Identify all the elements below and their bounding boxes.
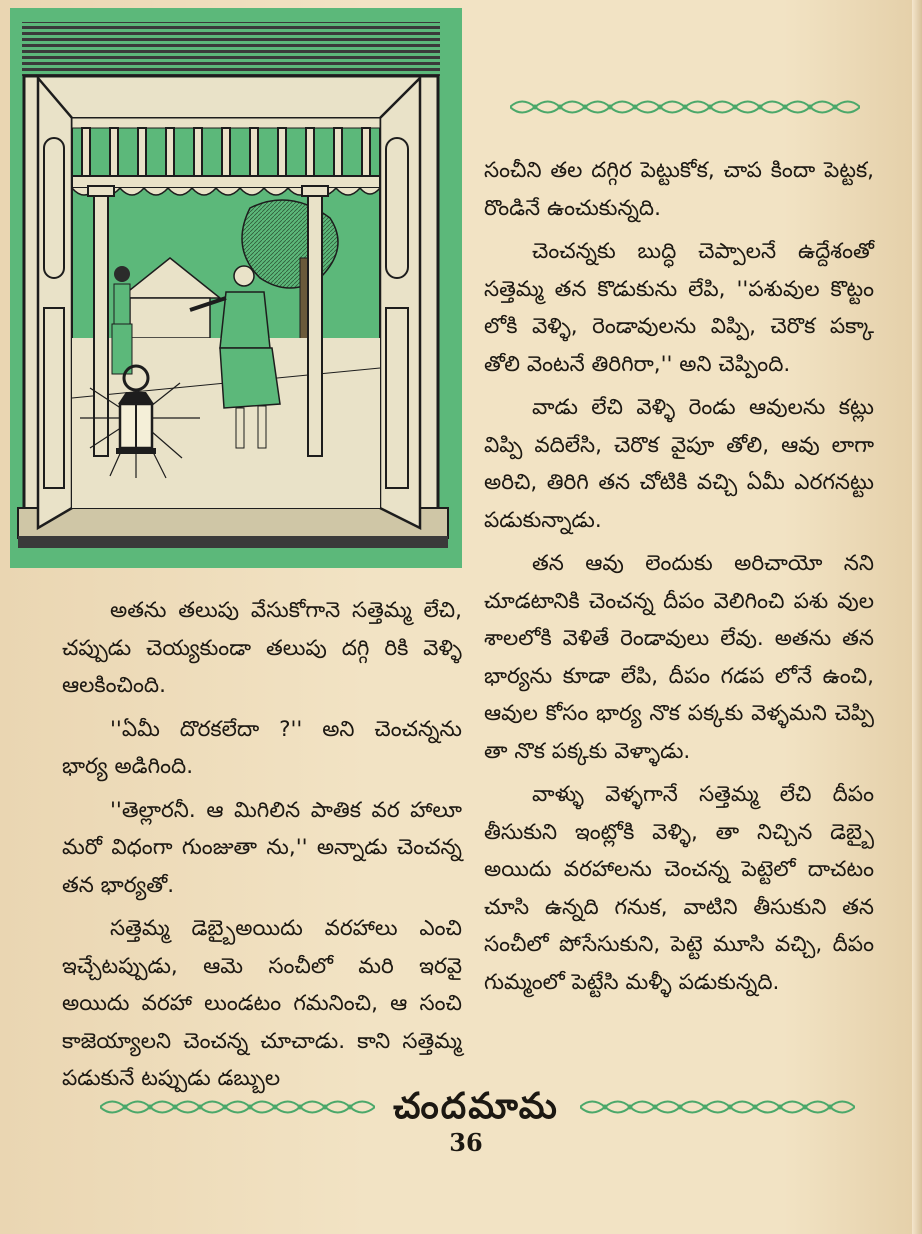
page-edge-shadow [912,0,922,1234]
paragraph: తన ఆవు లెందుకు అరిచాయో నని చూడటానికి చెంచన్న దీపం వెలిగించి పశు వుల శాలలోకి వెళితే రెండావులు లేవు. అతను తన భార్యను కూడా లేపి, దీపం గడప లోనే ఉంచి, ఆవుల కోసం భార్య నొక పక్కకు వెళ్ళమని చెప్పి తా నొక పక్కకు వెళ్ళాడు. [484,551,874,764]
text-column-right [484,152,874,1001]
ornament-border-bottom-left [100,1096,375,1118]
paragraph: సంచీని తల దగ్గిర పెట్టుకోక, చాప కిందా పెట్టక, రొండినే ఉంచుకున్నది. [484,158,874,221]
paragraph: వాళ్ళు వెళ్ళగానే సత్తెమ్మ లేచి దీపం తీసుకుని ఇంట్లోకి వెళ్ళి, తా నిచ్చిన డెబ్బై అయిదు వరహాలను చెంచన్న పెట్టెలో దాచటం చూసి ఉన్నది గనుక, వాటిని తీసుకుని తన సంచీలో పోసేసుకుని, పెట్టె మూసి వచ్చి, దీపం గుమ్మంలో పెట్టేసి మళ్ళీ పడుకున్నది. [484,782,874,995]
magazine-title: చందమామ [393,1086,559,1127]
ornament-border-bottom-right [580,1096,855,1118]
paragraph: ''ఏమీ దొరకలేదా ?'' అని చెంచన్నను భార్య అడిగింది. [62,716,462,779]
paragraph: అతను తలుపు వేసుకోగానె సత్తెమ్మ లేచి, చప్పుడు చెయ్యకుండా తలుపు దగ్గి రికి వెళ్ళి ఆలకించింది. [62,598,462,698]
story-illustration [10,8,462,568]
paragraph: వాడు లేచి వెళ్ళి రెండు ఆవులను కట్లు విప్పి వదిలేసి, చెరొక వైపూ తోలి, ఆవు లాగా అరిచి, తిరిగి తన చోటికి వచ్చి ఏమీ ఎరగనట్టు పడుకున్నాడు. [484,395,874,533]
paragraph: సత్తెమ్మ డెబ్బైఅయిదు వరహాలు ఎంచి ఇచ్చేటప్పుడు, ఆమె సంచీలో మరి ఇరవై అయిదు వరహా లుండటం గమనించి, ఆ సంచి కాజెయ్యాలని చెంచన్న చూచాడు. కాని సత్తెమ్మ పడుకునే టప్పుడు డబ్బుల [62,916,462,1091]
page-number: 36 [449,1128,483,1157]
text-column-left [62,592,462,1098]
ornament-border-top [510,96,860,118]
paragraph: చెంచన్నకు బుద్ధి చెప్పాలనే ఉద్దేశంతో సత్తెమ్మ తన కొడుకును లేపి, ''పశువుల కొట్టం లోకి వెళ్ళి, రెండావులను విప్పి, చెరొక పక్కా తోలి వెంటనే తిరిగిరా,'' అని చెప్పింది. [484,239,874,377]
paragraph: ''తెల్లారనీ. ఆ మిగిలిన పాతిక వర హాలూ మరో విధంగా గుంజుతా ను,'' అన్నాడు చెంచన్న తన భార్యతో. [62,797,462,898]
